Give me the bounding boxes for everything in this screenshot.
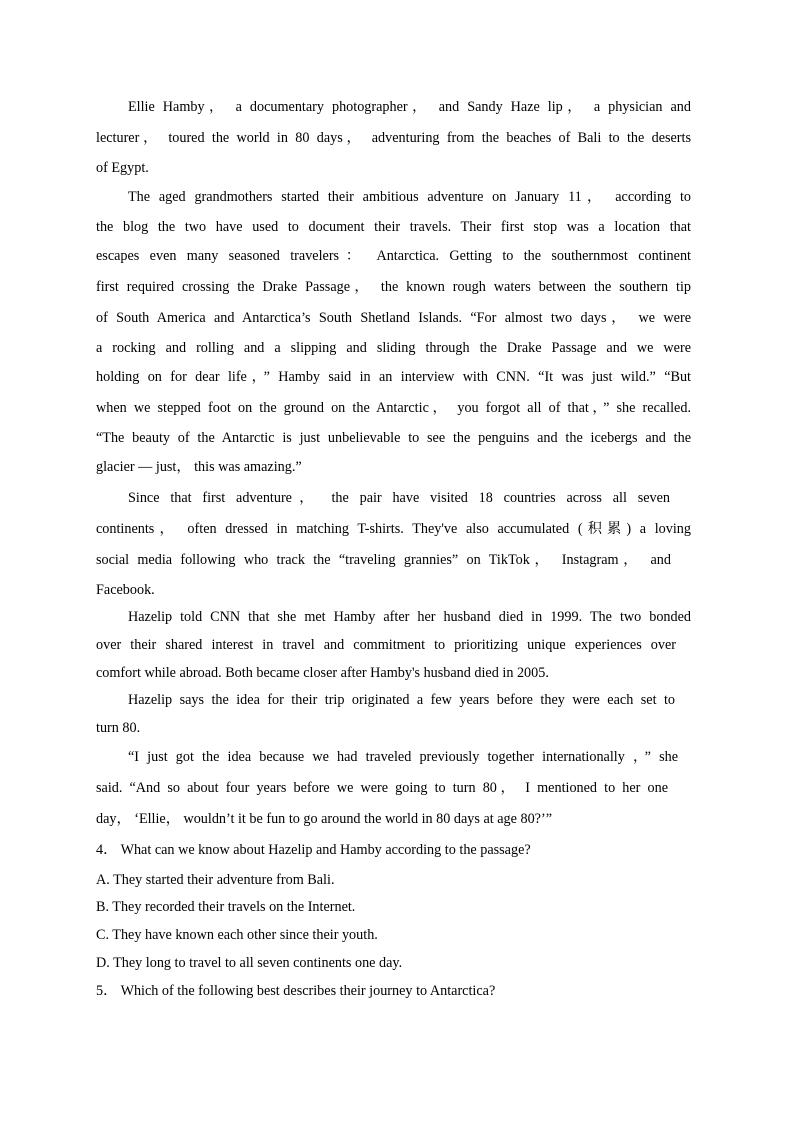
- question-4-option-c: C. They have known each other since their youth.: [96, 927, 378, 943]
- passage-line: escapes even many seasoned travelers： Antarctica. Getting to the southernmost continent: [96, 248, 691, 264]
- question-4-option-b: B. They recorded their travels on the Internet.: [96, 899, 356, 915]
- passage-line: day， ‘Ellie， wouldn’t it be fun to go around the world in 80 days at age 80?’”: [96, 811, 552, 827]
- passage-line: The aged grandmothers started their ambitious adventure on January 11， according to: [128, 189, 691, 205]
- passage-line: holding on for dear life，” Hamby said in an interview with CNN. “It was just wild.” “But: [96, 369, 691, 385]
- question-4-stem: 4． What can we know about Hazelip and Hamby according to the passage?: [96, 842, 531, 858]
- passage-line: comfort while abroad. Both became closer after Hamby's husband died in 2005.: [96, 665, 549, 681]
- passage-line: first required crossing the Drake Passage， the known rough waters between the southern tip: [96, 279, 691, 295]
- passage-line: a rocking and rolling and a slipping and sliding through the Drake Passage and we were: [96, 340, 691, 356]
- passage-line: the blog the two have used to document their travels. Their first stop was a location that: [96, 219, 691, 235]
- passage-line: of Egypt.: [96, 160, 149, 176]
- question-4-option-a: A. They started their adventure from Bali.: [96, 872, 335, 888]
- passage-line: Facebook.: [96, 582, 155, 598]
- question-5-stem: 5． Which of the following best describes their journey to Antarctica?: [96, 983, 496, 999]
- question-4-option-d: D. They long to travel to all seven continents one day.: [96, 955, 403, 971]
- passage-line: Hazelip told CNN that she met Hamby after her husband died in 1999. The two bonded: [128, 609, 691, 625]
- passage-line: “The beauty of the Antarctic is just unbelievable to see the penguins and the icebergs and the: [96, 430, 691, 446]
- passage-line: turn 80.: [96, 720, 141, 736]
- passage-line: lecturer， toured the world in 80 days， adventuring from the beaches of Bali to the deserts: [96, 130, 691, 146]
- passage-line: Ellie Hamby， a documentary photographer， and Sandy Haze lip， a physician and: [128, 99, 691, 115]
- passage-line: when we stepped foot on the ground on the Antarctic， you forgot all of that，” she recalled.: [96, 400, 691, 416]
- passage-line: glacier — just， this was amazing.”: [96, 459, 302, 475]
- passage-line: social media following who track the “traveling grannies” on TikTok， Instagram， and: [96, 552, 671, 568]
- passage-line: Since that first adventure， the pair have visited 18 countries across all seven: [128, 490, 670, 506]
- passage-line: over their shared interest in travel and commitment to prioritizing unique experiences over: [96, 637, 676, 653]
- passage-line: said. “And so about four years before we were going to turn 80， I mentioned to her one: [96, 780, 668, 796]
- passage-line: Hazelip says the idea for their trip originated a few years before they were each set to: [128, 692, 675, 708]
- passage-line: “I just got the idea because we had traveled previously together internationally ，” she: [128, 749, 678, 765]
- passage-line: of South America and Antarctica’s South Shetland Islands. “For almost two days， we were: [96, 310, 691, 326]
- passage-line: continents， often dressed in matching T-shirts. They've also accumulated (积累) a loving: [96, 521, 691, 537]
